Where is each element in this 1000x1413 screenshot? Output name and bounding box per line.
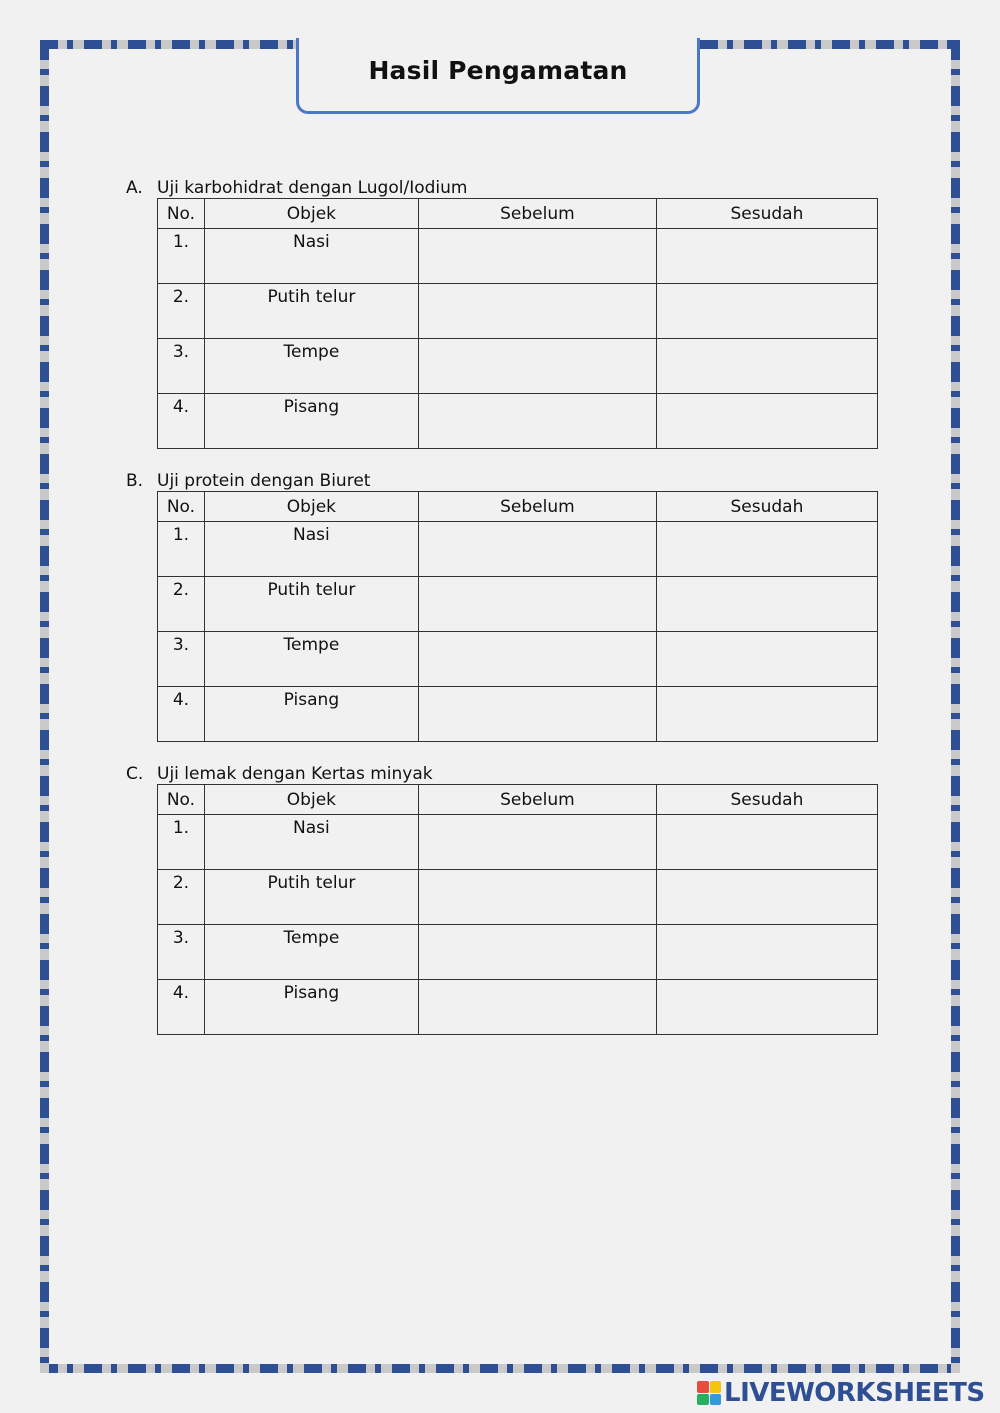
- cell-no: 4.: [158, 980, 205, 1035]
- header-objek: Objek: [204, 199, 418, 229]
- table-row: [158, 229, 878, 284]
- cell-sesudah[interactable]: [656, 522, 877, 577]
- cell-sebelum[interactable]: [418, 339, 656, 394]
- cell-objek: Tempe: [204, 339, 418, 394]
- table-header-row: [158, 785, 878, 815]
- cell-sebelum[interactable]: [418, 522, 656, 577]
- cell-sesudah[interactable]: [656, 870, 877, 925]
- header-no: No.: [158, 199, 205, 229]
- section-b: [126, 465, 886, 742]
- table-row: [158, 394, 878, 449]
- header-objek: Objek: [204, 492, 418, 522]
- liveworksheets-logo[interactable]: [697, 1378, 985, 1408]
- table-header-row: [158, 492, 878, 522]
- cell-objek: Tempe: [204, 632, 418, 687]
- logo-mark-square: [697, 1381, 709, 1393]
- logo-text: LIVEWORKSHEETS: [724, 1378, 985, 1408]
- header-no: No.: [158, 492, 205, 522]
- table-row: [158, 577, 878, 632]
- table-row: [158, 687, 878, 742]
- cell-sebelum[interactable]: [418, 284, 656, 339]
- cell-sebelum[interactable]: [418, 870, 656, 925]
- section-title: Uji karbohidrat dengan Lugol/Iodium: [157, 178, 468, 198]
- frame-right-border: [951, 40, 960, 1373]
- frame-bottom-border: [40, 1364, 960, 1373]
- table-row: [158, 815, 878, 870]
- cell-no: 2.: [158, 284, 205, 339]
- section-title: Uji lemak dengan Kertas minyak: [157, 764, 433, 784]
- observation-table-b: [157, 491, 878, 742]
- cell-objek: Nasi: [204, 815, 418, 870]
- header-objek: Objek: [204, 785, 418, 815]
- cell-sesudah[interactable]: [656, 925, 877, 980]
- cell-sebelum[interactable]: [418, 687, 656, 742]
- section-a: [126, 172, 886, 449]
- cell-no: 2.: [158, 870, 205, 925]
- section-letter: A.: [126, 178, 143, 198]
- header-sesudah: Sesudah: [656, 492, 877, 522]
- cell-objek: Putih telur: [204, 577, 418, 632]
- title-box: [296, 38, 700, 114]
- cell-objek: Pisang: [204, 980, 418, 1035]
- observation-table-c: [157, 784, 878, 1035]
- cell-no: 4.: [158, 687, 205, 742]
- section-letter: C.: [126, 764, 144, 784]
- section-heading: [126, 758, 886, 784]
- section-title: Uji protein dengan Biuret: [157, 471, 371, 491]
- cell-no: 1.: [158, 229, 205, 284]
- cell-sesudah[interactable]: [656, 632, 877, 687]
- cell-no: 1.: [158, 815, 205, 870]
- cell-objek: Nasi: [204, 522, 418, 577]
- frame-left-border: [40, 40, 49, 1373]
- header-no: No.: [158, 785, 205, 815]
- cell-no: 1.: [158, 522, 205, 577]
- cell-sesudah[interactable]: [656, 394, 877, 449]
- page-title: Hasil Pengamatan: [368, 56, 628, 85]
- header-sesudah: Sesudah: [656, 785, 877, 815]
- observation-table-a: [157, 198, 878, 449]
- cell-no: 3.: [158, 339, 205, 394]
- cell-sebelum[interactable]: [418, 229, 656, 284]
- logo-mark-square: [710, 1381, 722, 1393]
- cell-sebelum[interactable]: [418, 577, 656, 632]
- cell-sebelum[interactable]: [418, 925, 656, 980]
- cell-objek: Tempe: [204, 925, 418, 980]
- logo-mark-square: [697, 1394, 709, 1406]
- table-row: [158, 632, 878, 687]
- cell-sebelum[interactable]: [418, 980, 656, 1035]
- cell-objek: Putih telur: [204, 284, 418, 339]
- cell-sebelum[interactable]: [418, 815, 656, 870]
- section-letter: B.: [126, 471, 144, 491]
- cell-sesudah[interactable]: [656, 687, 877, 742]
- header-sebelum: Sebelum: [418, 199, 656, 229]
- section-heading: [126, 465, 886, 491]
- cell-objek: Pisang: [204, 394, 418, 449]
- header-sebelum: Sebelum: [418, 492, 656, 522]
- section-heading: [126, 172, 886, 198]
- table-row: [158, 925, 878, 980]
- logo-mark-icon: [697, 1381, 721, 1405]
- cell-sebelum[interactable]: [418, 394, 656, 449]
- table-row: [158, 284, 878, 339]
- table-header-row: [158, 199, 878, 229]
- cell-objek: Pisang: [204, 687, 418, 742]
- header-sesudah: Sesudah: [656, 199, 877, 229]
- table-row: [158, 522, 878, 577]
- cell-sesudah[interactable]: [656, 284, 877, 339]
- cell-objek: Nasi: [204, 229, 418, 284]
- cell-no: 4.: [158, 394, 205, 449]
- cell-sesudah[interactable]: [656, 229, 877, 284]
- section-c: [126, 758, 886, 1035]
- cell-sebelum[interactable]: [418, 632, 656, 687]
- cell-no: 2.: [158, 577, 205, 632]
- table-row: [158, 870, 878, 925]
- cell-sesudah[interactable]: [656, 339, 877, 394]
- table-row: [158, 339, 878, 394]
- cell-sesudah[interactable]: [656, 815, 877, 870]
- cell-no: 3.: [158, 925, 205, 980]
- cell-no: 3.: [158, 632, 205, 687]
- table-row: [158, 980, 878, 1035]
- header-sebelum: Sebelum: [418, 785, 656, 815]
- cell-sesudah[interactable]: [656, 980, 877, 1035]
- cell-sesudah[interactable]: [656, 577, 877, 632]
- logo-mark-square: [710, 1394, 722, 1406]
- cell-objek: Putih telur: [204, 870, 418, 925]
